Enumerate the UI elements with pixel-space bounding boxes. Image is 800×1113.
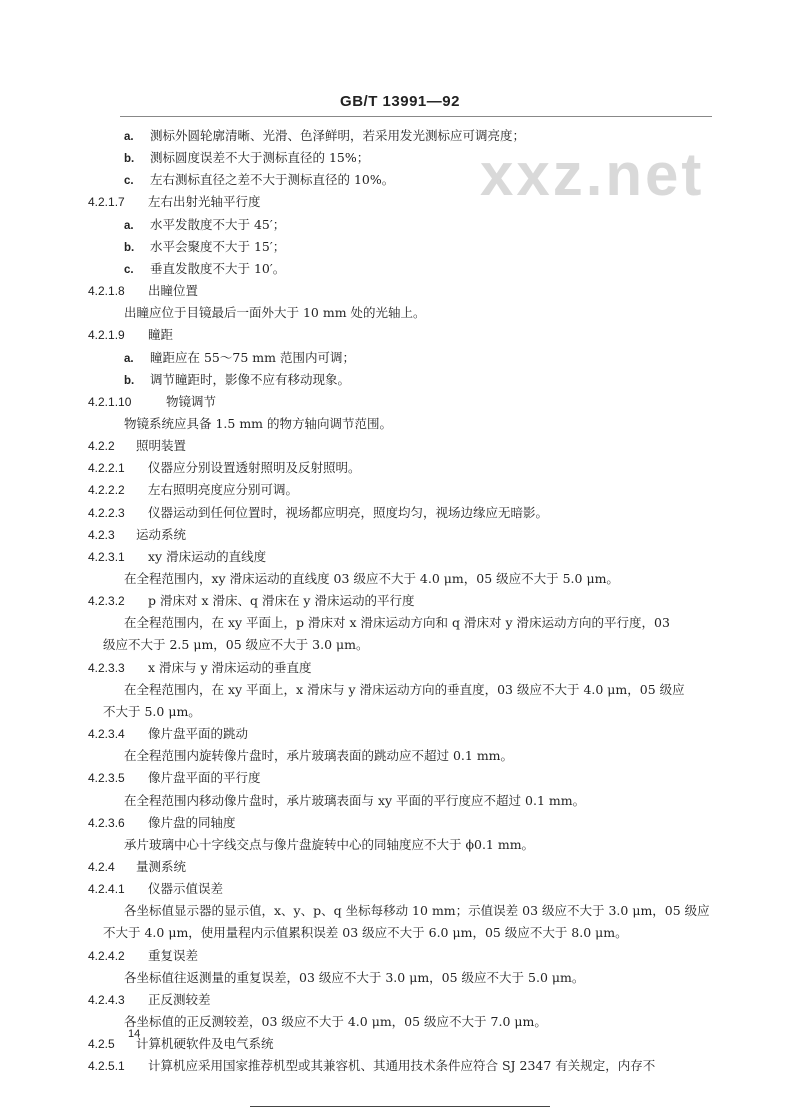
list-item-text: 调节瞳距时，影像不应有移动现象。 bbox=[150, 371, 351, 387]
section-number: 4.2.3 bbox=[88, 527, 115, 542]
section-title: 像片盘的同轴度 bbox=[148, 814, 236, 830]
section-heading bbox=[88, 194, 261, 210]
page-header: GB/T 13991—92 bbox=[340, 93, 460, 110]
section-number: 4.2.1.7 bbox=[88, 195, 125, 210]
section-number: 4.2.3.3 bbox=[88, 660, 125, 675]
section-heading bbox=[88, 992, 211, 1008]
section-number: 4.2.3.6 bbox=[88, 815, 125, 830]
section-number: 4.2.2 bbox=[88, 439, 115, 454]
paragraph: 在全程范围内旋转像片盘时，承片玻璃表面的跳动应不超过 0.1 mm。 bbox=[124, 748, 514, 764]
list-item-text: 水平发散度不大于 45′； bbox=[150, 216, 286, 232]
paragraph-continuation: 不大于 4.0 μm，使用量程内示值累积误差 03 级应不大于 6.0 μm，05 级应不大于 8.0 μm。 bbox=[103, 925, 628, 941]
paragraph: 各坐标值的正反测较差，03 级应不大于 4.0 μm，05 级应不大于 7.0 μm。 bbox=[124, 1014, 547, 1029]
section-number: 4.2.1.10 bbox=[88, 394, 132, 409]
section-title: 计算机应采用国家推荐机型或其兼容机、其通用技术条件应符合 SJ 2347 有关规定，内存不 bbox=[148, 1058, 656, 1074]
section-number: 4.2.3.5 bbox=[88, 771, 125, 786]
paragraph-continuation: 不大于 5.0 μm。 bbox=[103, 703, 201, 719]
list-marker: c. bbox=[124, 175, 134, 188]
list-item-text: 测标圆度误差不大于测标直径的 15%； bbox=[150, 150, 370, 166]
section-title: p 滑床对 x 滑床、q 滑床在 y 滑床运动的平行度 bbox=[148, 593, 415, 609]
list-marker: a. bbox=[124, 219, 134, 232]
list-item-text: 测标外圆轮廓清晰、光滑、色泽鲜明，若采用发光测标应可调亮度； bbox=[150, 128, 526, 143]
section-number: 4.2.3.1 bbox=[88, 549, 125, 564]
paragraph: 在全程范围内移动像片盘时，承片玻璃表面与 xy 平面的平行度应不超过 0.1 mm。 bbox=[124, 792, 586, 808]
paragraph: 出瞳应位于目镜最后一面外大于 10 mm 处的光轴上。 bbox=[124, 305, 426, 321]
section-title: 物镜调节 bbox=[166, 393, 217, 409]
list-marker: b. bbox=[124, 241, 135, 254]
section-heading bbox=[88, 1036, 274, 1052]
section-number: 4.2.4.1 bbox=[88, 882, 125, 897]
section-heading bbox=[88, 859, 186, 875]
section-title: 量测系统 bbox=[136, 858, 187, 874]
section-title: 左右照明亮度应分别可调。 bbox=[148, 482, 299, 498]
section-heading bbox=[88, 327, 173, 343]
page-number: 14 bbox=[128, 1028, 141, 1040]
section-heading bbox=[88, 438, 186, 454]
watermark: xxz.net bbox=[480, 141, 705, 208]
section-heading bbox=[88, 394, 216, 410]
paragraph: 物镜系统应具备 1.5 mm 的物方轴向调节范围。 bbox=[124, 415, 393, 431]
section-number: 4.2.5.1 bbox=[88, 1059, 125, 1074]
paragraph: 在全程范围内，在 xy 平面上，x 滑床与 y 滑床运动方向的垂直度，03 级应不大于 4.0 μm，05 级应 bbox=[124, 681, 685, 697]
list-item bbox=[124, 150, 369, 167]
paragraph: 在全程范围内，xy 滑床运动的直线度 03 级应不大于 4.0 μm，05 级应不大于 5.0 μm。 bbox=[124, 571, 619, 586]
section-number: 4.2.4.2 bbox=[88, 948, 125, 963]
list-item bbox=[124, 239, 285, 256]
section-title: 正反测较差 bbox=[148, 991, 211, 1007]
list-item bbox=[124, 372, 350, 389]
section-number: 4.2.4.3 bbox=[88, 992, 125, 1007]
list-marker: b. bbox=[124, 374, 135, 387]
list-item bbox=[124, 128, 525, 145]
paragraph: 承片玻璃中心十字线交点与像片盘旋转中心的同轴度应不大于 ϕ0.1 mm。 bbox=[124, 836, 535, 852]
section-number: 4.2.3.2 bbox=[88, 594, 125, 609]
section-heading bbox=[88, 549, 266, 565]
paragraph: 在全程范围内，在 xy 平面上，p 滑床对 x 滑床运动方向和 q 滑床对 y 滑床运动方向的平行度，03 bbox=[124, 615, 670, 631]
section-number: 4.2.2.1 bbox=[88, 461, 125, 476]
list-item bbox=[124, 172, 394, 189]
section-heading bbox=[88, 815, 236, 831]
section-heading bbox=[88, 283, 198, 299]
section-title: 出瞳位置 bbox=[148, 283, 199, 299]
list-item-text: 垂直发散度不大于 10′。 bbox=[150, 260, 286, 276]
section-title: x 滑床与 y 滑床运动的垂直度 bbox=[148, 659, 312, 675]
section-title: 仪器运动到任何位置时，视场都应明亮，照度均匀，视场边缘应无暗影。 bbox=[148, 504, 549, 520]
section-title: xy 滑床运动的直线度 bbox=[148, 548, 267, 564]
list-marker: b. bbox=[124, 153, 135, 166]
section-title: 左右出射光轴平行度 bbox=[148, 194, 261, 210]
section-title: 照明装置 bbox=[136, 438, 187, 454]
section-title: 重复误差 bbox=[148, 947, 199, 963]
list-item-text: 瞳距应在 55～75 mm 范围内可调； bbox=[150, 349, 355, 365]
list-item bbox=[124, 217, 285, 234]
section-number: 4.2.5 bbox=[88, 1037, 115, 1052]
header-rule bbox=[120, 116, 712, 117]
section-title: 仪器示值误差 bbox=[148, 881, 224, 897]
list-item-text: 左右测标直径之差不大于测标直径的 10%。 bbox=[150, 172, 395, 188]
section-number: 4.2.2.2 bbox=[88, 483, 125, 498]
section-heading bbox=[88, 460, 361, 476]
paragraph: 各坐标值往返测量的重复误差，03 级应不大于 3.0 μm，05 级应不大于 5.0 μm。 bbox=[124, 969, 585, 985]
section-number: 4.2.1.8 bbox=[88, 284, 125, 299]
section-heading bbox=[88, 881, 223, 897]
section-number: 4.2.2.3 bbox=[88, 505, 125, 520]
list-item bbox=[124, 261, 285, 278]
section-heading bbox=[88, 726, 248, 742]
paragraph-continuation: 级应不大于 2.5 μm，05 级应不大于 3.0 μm。 bbox=[103, 637, 369, 653]
section-number: 4.2.1.9 bbox=[88, 328, 125, 343]
section-heading bbox=[88, 482, 298, 498]
bottom-rule bbox=[250, 1106, 550, 1107]
section-heading bbox=[88, 505, 548, 521]
section-heading bbox=[88, 1058, 655, 1074]
list-item-text: 水平会聚度不大于 15′； bbox=[150, 238, 286, 254]
section-title: 运动系统 bbox=[136, 526, 187, 542]
list-item bbox=[124, 350, 355, 367]
list-marker: a. bbox=[124, 352, 134, 365]
section-title: 像片盘平面的跳动 bbox=[148, 726, 249, 742]
section-heading bbox=[88, 948, 198, 964]
section-title: 仪器应分别设置透射照明及反射照明。 bbox=[148, 460, 361, 476]
paragraph: 各坐标值显示器的显示值，x、y、p、q 坐标每移动 10 mm；示值误差 03 级应不大于 3.0 μm，05 级应 bbox=[124, 903, 710, 919]
section-heading bbox=[88, 593, 414, 609]
section-number: 4.2.4 bbox=[88, 859, 115, 874]
section-title: 瞳距 bbox=[148, 327, 174, 343]
list-marker: a. bbox=[124, 131, 134, 143]
section-heading bbox=[88, 770, 261, 786]
section-heading bbox=[88, 527, 186, 543]
list-marker: c. bbox=[124, 263, 134, 276]
section-title: 计算机硬软件及电气系统 bbox=[136, 1036, 274, 1052]
section-title: 像片盘平面的平行度 bbox=[148, 770, 261, 786]
section-heading bbox=[88, 660, 312, 676]
section-number: 4.2.3.4 bbox=[88, 727, 125, 742]
